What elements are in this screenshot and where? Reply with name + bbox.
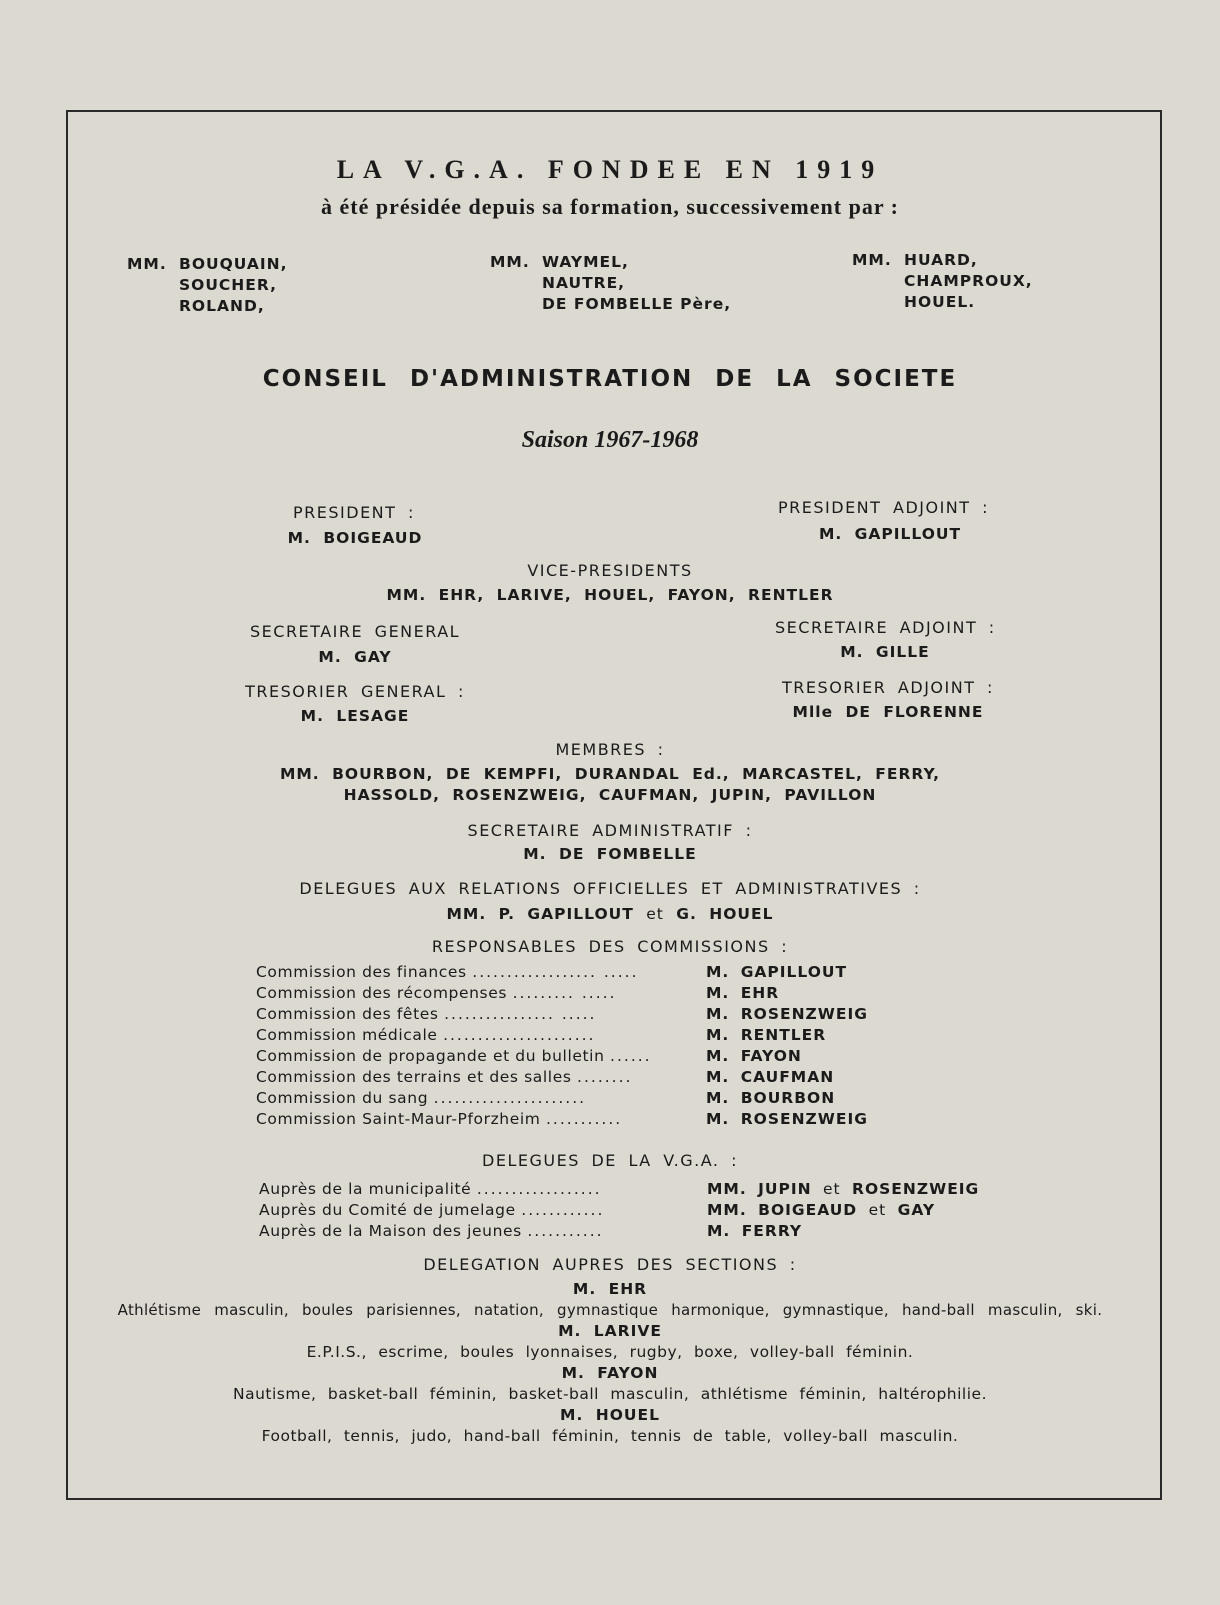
past-presidents-col-2 [490, 252, 750, 322]
commission-label: Commission de propagande et du bulletin [256, 1047, 605, 1065]
delegue-name: G. HOUEL [676, 905, 774, 923]
secretaire-general-label: SECRETAIRE GENERAL [250, 622, 461, 641]
tresorier-general-name: M. LESAGE [300, 707, 410, 725]
delegue-vga-label: Auprès de la Maison des jeunes [259, 1222, 522, 1240]
delegue-name: MM. P. GAPILLOUT [446, 905, 634, 923]
delegues-vga-label: DELEGUES DE LA V.G.A. : [482, 1151, 738, 1170]
commission-person: M. BOURBON [706, 1089, 836, 1107]
president-label: PRESIDENT : [293, 503, 415, 522]
delegue-vga-name: MM. JUPIN [707, 1180, 812, 1198]
delegue-vga-name: GAY [897, 1201, 936, 1219]
delegues-relations-label: DELEGUES AUX RELATIONS OFFICIELLES ET ADMINISTRATIVES : [299, 879, 921, 898]
secretaire-administratif-label: SECRETAIRE ADMINISTRATIF : [467, 821, 753, 840]
commission-row [256, 963, 956, 983]
conjunction: et [868, 1201, 887, 1219]
past-president: NAUTRE, [542, 274, 626, 292]
past-presidents-col-1 [127, 254, 387, 324]
commission-row [256, 1089, 956, 1109]
vice-presidents-names: MM. EHR, LARIVE, HOUEL, FAYON, RENTLER [386, 586, 834, 604]
leader-dots: .................. [476, 1180, 602, 1198]
tresorier-adjoint-name: Mlle DE FLORENNE [792, 703, 984, 721]
tresorier-adjoint-label: TRESORIER ADJOINT : [782, 678, 994, 697]
membres-line-1: MM. BOURBON, DE KEMPFI, DURANDAL Ed., MARCASTEL, FERRY, [279, 765, 941, 783]
page-title: LA V.G.A. FONDEE EN 1919 [336, 155, 884, 184]
leader-dots: ........... [527, 1222, 604, 1240]
commission-row [256, 1005, 956, 1025]
page-subtitle: à été présidée depuis sa formation, successivement par : [320, 194, 900, 219]
membres-line-2: HASSOLD, ROSENZWEIG, CAUFMAN, JUPIN, PAVILLON [343, 786, 877, 804]
commission-label: Commission des finances [256, 963, 467, 981]
delegue-vga-row [259, 1201, 999, 1221]
delegues-relations-names [0, 905, 1220, 923]
commission-person: M. RENTLER [706, 1026, 827, 1044]
tresorier-general-label: TRESORIER GENERAL : [245, 682, 465, 701]
delegation-name: M. LARIVE [558, 1322, 662, 1340]
conjunction: et [646, 905, 664, 923]
secretaire-adjoint-name: M. GILLE [840, 643, 930, 661]
past-president: SOUCHER, [179, 276, 277, 294]
conseil-title: CONSEIL D'ADMINISTRATION DE LA SOCIETE [262, 366, 958, 392]
delegue-vga-label: Auprès de la municipalité [259, 1180, 472, 1198]
delegue-vga-row [259, 1222, 999, 1242]
leader-dots: ............ [521, 1201, 605, 1219]
commissions-label: RESPONSABLES DES COMMISSIONS : [431, 937, 789, 956]
delegue-vga-name: ROSENZWEIG [852, 1180, 980, 1198]
past-president: HUARD, [904, 251, 978, 269]
delegue-vga-name: M. FERRY [707, 1222, 803, 1240]
leader-dots: ...................... [443, 1026, 596, 1044]
commission-label: Commission des fêtes [256, 1005, 439, 1023]
leader-dots: .................. ..... [472, 963, 639, 981]
commission-person: M. EHR [706, 984, 780, 1002]
past-president: WAYMEL, [542, 253, 629, 271]
commission-label: Commission médicale [256, 1026, 438, 1044]
leader-dots: ........ [577, 1068, 633, 1086]
commission-person: M. ROSENZWEIG [706, 1005, 868, 1023]
prefix: MM. [127, 255, 167, 273]
past-presidents-col-3 [852, 250, 1112, 320]
leader-dots: ................ ..... [444, 1005, 597, 1023]
commission-label: Commission Saint-Maur-Pforzheim [256, 1110, 541, 1128]
past-president: CHAMPROUX, [904, 272, 1033, 290]
delegation-sections: Athlétisme masculin, boules parisiennes, natation, gymnastique harmonique, gymnastique, hand-ball masculin, ski. [117, 1301, 1103, 1319]
delegue-vga-name: MM. BOIGEAUD [707, 1201, 858, 1219]
commission-row [256, 1047, 956, 1067]
secretaire-adjoint-label: SECRETAIRE ADJOINT : [775, 618, 996, 637]
prefix: MM. [490, 253, 530, 271]
leader-dots: ......... ..... [512, 984, 617, 1002]
commission-label: Commission du sang [256, 1089, 429, 1107]
leader-dots: ...................... [433, 1089, 587, 1107]
commission-row [256, 1026, 956, 1046]
vice-presidents-label: VICE-PRESIDENTS [527, 561, 693, 580]
delegue-vga-row [259, 1180, 999, 1200]
delegation-sections: E.P.I.S., escrime, boules lyonnaises, rugby, boxe, volley-ball féminin. [306, 1343, 914, 1361]
delegation-label: DELEGATION AUPRES DES SECTIONS : [423, 1255, 797, 1274]
saison: Saison 1967-1968 [521, 427, 699, 453]
delegue-vga-label: Auprès du Comité de jumelage [259, 1201, 516, 1219]
commission-row [256, 1110, 956, 1130]
commission-person: M. CAUFMAN [706, 1068, 835, 1086]
secretaire-general-name: M. GAY [318, 648, 392, 666]
delegation-sections: Football, tennis, judo, hand-ball féminin, tennis de table, volley-ball masculin. [261, 1427, 959, 1445]
commission-person: M. ROSENZWEIG [706, 1110, 868, 1128]
past-president: ROLAND, [179, 297, 265, 315]
secretaire-administratif-name: M. DE FOMBELLE [523, 845, 697, 863]
delegation-name: M. HOUEL [560, 1406, 660, 1424]
past-president: BOUQUAIN, [179, 255, 288, 273]
commission-row [256, 984, 956, 1004]
president-name: M. BOIGEAUD [287, 529, 423, 547]
prefix: MM. [852, 251, 892, 269]
past-president: DE FOMBELLE Père, [542, 295, 732, 313]
commission-row [256, 1068, 956, 1088]
delegation-name: M. FAYON [561, 1364, 659, 1382]
conjunction: et [823, 1180, 841, 1198]
leader-dots: ........... [546, 1110, 623, 1128]
delegation-name: M. EHR [572, 1280, 648, 1298]
commission-person: M. GAPILLOUT [706, 963, 848, 981]
past-president: HOUEL. [904, 293, 976, 311]
commission-label: Commission des terrains et des salles [256, 1068, 572, 1086]
delegation-sections: Nautisme, basket-ball féminin, basket-ball masculin, athlétisme féminin, haltérophilie. [233, 1385, 987, 1403]
membres-label: MEMBRES : [555, 740, 665, 759]
commission-person: M. FAYON [706, 1047, 802, 1065]
president-adjoint-label: PRESIDENT ADJOINT : [778, 498, 990, 517]
president-adjoint-name: M. GAPILLOUT [818, 525, 962, 543]
leader-dots: ...... [610, 1047, 652, 1065]
commission-label: Commission des récompenses [256, 984, 508, 1002]
